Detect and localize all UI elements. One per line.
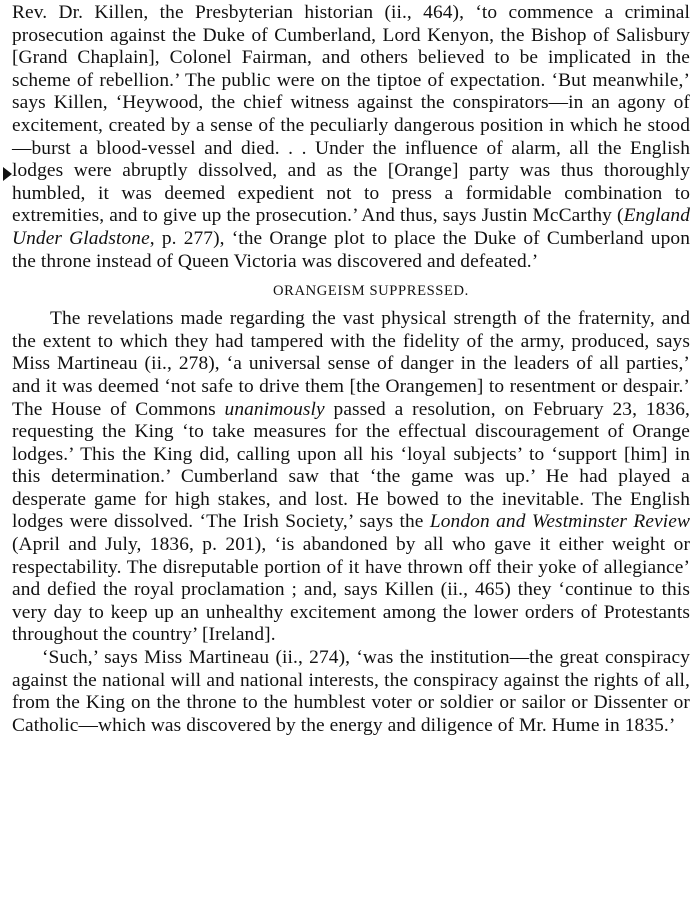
paragraph-martineau-quote	[12, 647, 690, 737]
paragraph-revelations	[12, 308, 690, 647]
paragraph-text: (April and July, 1836, p. 201), ‘is abandoned by all who gave it either weight or respectability. The disreputable portion of it have thrown off their yoke of allegiance’ and defied the royal proclamation ; and, says Killen (ii., 465) they ‘continue to this very day to keep up an unhealthy excitement among the lower orders of Protestants throughout the country’ [Ireland].	[12, 534, 690, 646]
paragraph-text: , p. 277), ‘the Orange plot to place the Duke of Cumberland upon the throne instead of Queen Victoria was discovered and defeated.’	[12, 227, 690, 272]
margin-pointer-mark	[3, 167, 12, 181]
book-title-italic: England Under Gladstone	[12, 205, 690, 249]
section-heading: ORANGEISM SUPPRESSED.	[273, 283, 469, 300]
emphasis-italic: unanimously	[224, 398, 325, 420]
publication-title-italic: London and Westminster Review	[429, 511, 691, 533]
paragraph-killen-prosecution	[12, 2, 690, 273]
paragraph-text: passed a resolution, on February 23, 1836, requesting the King ‘to take measures for the effectual discouragement of Orange lodges.’ This the King did, calling upon all his ‘loyal subjects’ to ‘support [him] in this determination.’ Cumberland saw that ‘the game was up.’ He had played a desperate game for high stakes, and lost. He bowed to the inevitable. The English lodges were dissolved. ‘The Irish Society,’ says the	[12, 398, 690, 533]
paragraph-text: The revelations made regarding the vast physical strength of the fraternity, and the extent to which they had tampered with the fidelity of the army, produced, says Miss Martineau (ii., 278), ‘a universal sense of danger in the leaders of all parties,’ and it was deemed ‘not safe to drive them [the Orangemen] to resentment or despair.’ The House of Commons	[12, 308, 690, 420]
paragraph-text: ‘Such,’ says Miss Martineau (ii., 274), ‘was the institution—the great conspiracy against the national will and national interests, the conspiracy against the rights of all, from the King on the throne to the humblest voter or soldier or sailor or Dissenter or Catholic—which was discovered by the energy and diligence of Mr. Hume in 1835.’	[12, 647, 690, 736]
paragraph-text: Rev. Dr. Killen, the Presbyterian historian (ii., 464), ‘to commence a criminal prosecution against the Duke of Cumberland, Lord Kenyon, the Bishop of Salisbury [Grand Chaplain], Colonel Fairman, and others believed to be implicated in the scheme of rebellion.’ The public were on the tiptoe of expectation. ‘But meanwhile,’ says Killen, ‘Heywood, the chief witness against the conspirators—in an agony of excitement, created by a sense of the peculiarly dangerous position in which he stood—burst a blood-vessel and died. . . Under the influence of alarm, all the English lodges were abruptly dissolved, and as the [Orange] party was thus thoroughly humbled, it was deemed expedient not to press a formidable combination to extremities, and to give up the prosecution.’ And thus, says Justin McCarthy (	[12, 2, 690, 227]
